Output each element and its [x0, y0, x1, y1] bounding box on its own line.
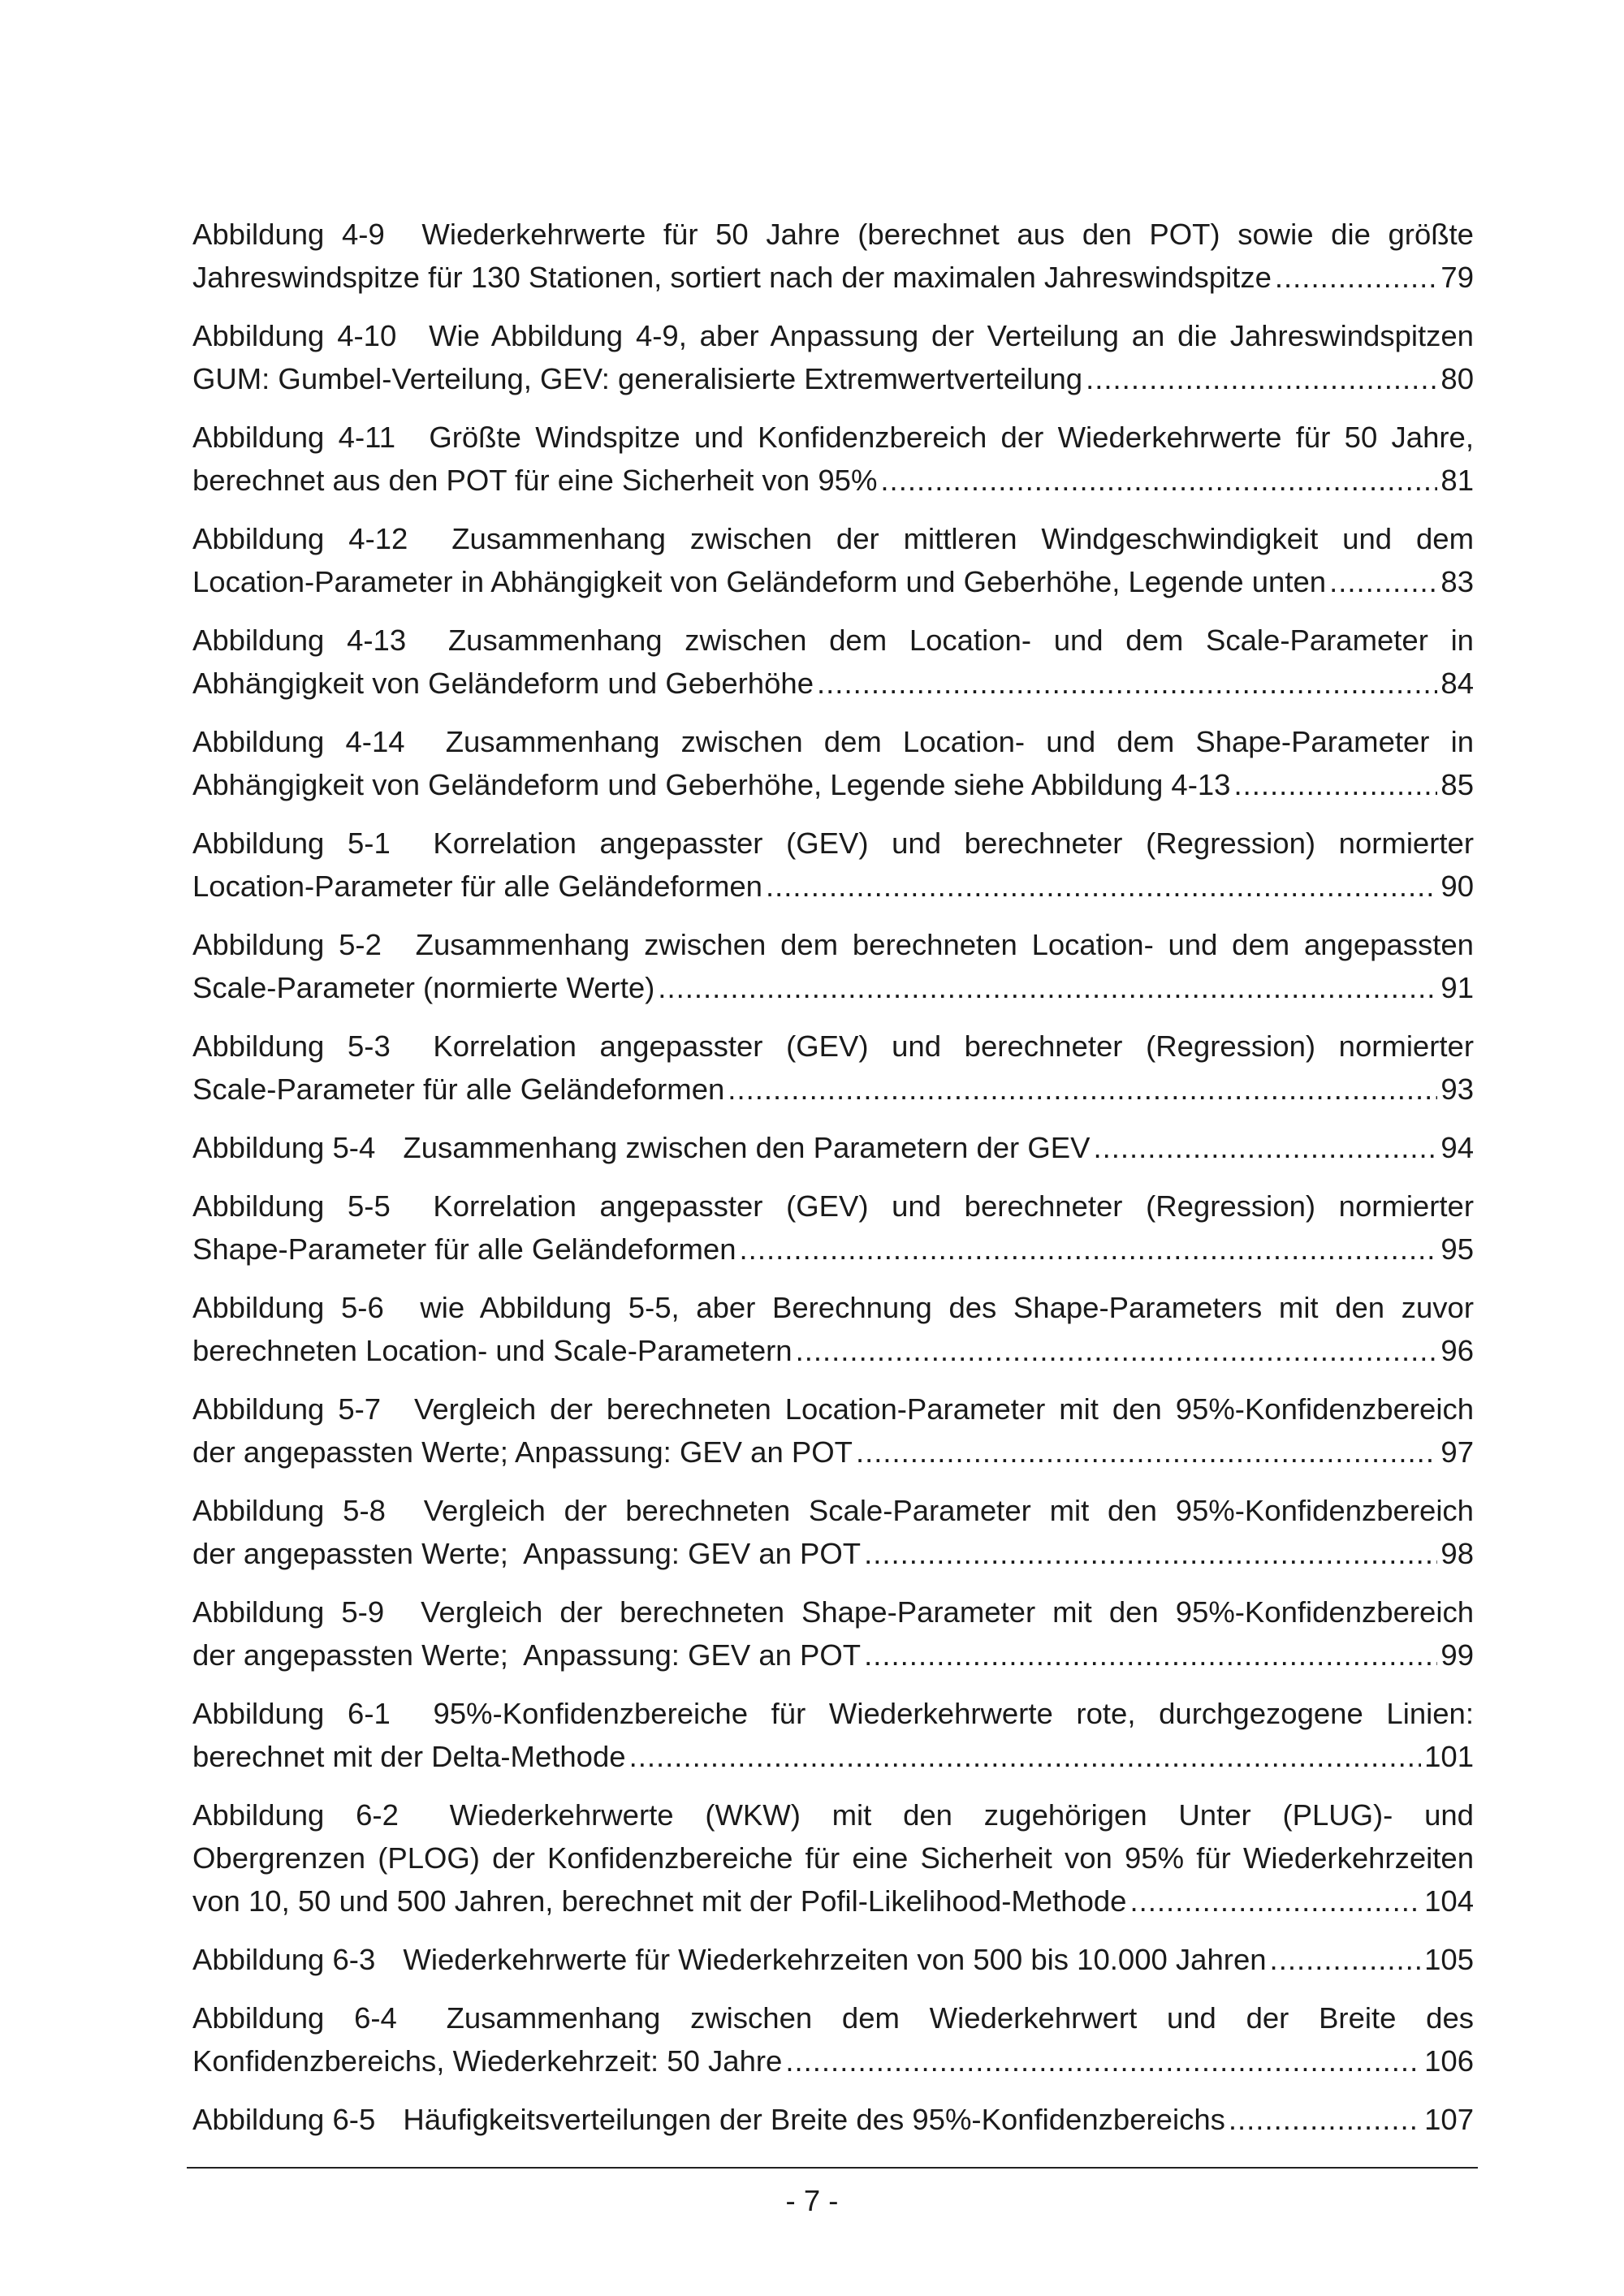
figure-label: Abbildung 6-5: [192, 2103, 376, 2136]
entry-title-line: Zusammenhang zwischen dem Location- und dem Shape-Parameter in: [445, 725, 1474, 758]
page-reference: 104: [1424, 1884, 1474, 1918]
figure-label: Abbildung 5-3: [192, 1029, 391, 1063]
toc-entry[interactable]: [192, 1025, 1474, 1111]
entry-title-line: Häufigkeitsverteilungen der Breite des 95%-Konfidenzbereichs: [403, 2103, 1225, 2136]
page-reference: 97: [1440, 1435, 1474, 1469]
dot-leader: [629, 1735, 1422, 1778]
figure-label: Abbildung 4-14: [192, 725, 405, 758]
page-reference: 81: [1440, 464, 1474, 497]
dot-leader: [740, 1228, 1438, 1271]
toc-entry[interactable]: [192, 1126, 1474, 1169]
entry-title-line: Korrelation angepasster (GEV) und berechneter (Regression) normierter: [433, 1189, 1474, 1223]
entry-title-line: Obergrenzen (PLOG) der Konfidenzbereiche für eine Sicherheit von 95% für Wiederkehrzeiten: [192, 1841, 1474, 1875]
toc-entry[interactable]: [192, 1489, 1474, 1575]
entry-title-line: Korrelation angepasster (GEV) und berechneter (Regression) normierter: [433, 1029, 1474, 1063]
entry-title-line: Location-Parameter in Abhängigkeit von Geländeform und Geberhöhe, Legende unten: [192, 565, 1327, 598]
page-reference: 83: [1440, 565, 1474, 598]
toc-entry[interactable]: [192, 1185, 1474, 1271]
toc-entry[interactable]: [192, 923, 1474, 1009]
page-reference: 98: [1440, 1537, 1474, 1570]
page-reference: 80: [1440, 362, 1474, 395]
dot-leader: [817, 662, 1437, 705]
page-reference: 94: [1440, 1131, 1474, 1164]
entry-title-line: der angepassten Werte; Anpassung: GEV an POT: [192, 1435, 853, 1469]
page-reference: 93: [1440, 1072, 1474, 1106]
page-reference: 101: [1424, 1740, 1474, 1773]
toc-entry[interactable]: [192, 1938, 1474, 1981]
figure-label: Abbildung 5-1: [192, 826, 391, 860]
page-reference: 107: [1424, 2103, 1474, 2136]
entry-title-line: wie Abbildung 5-5, aber Berechnung des Shape-Parameters mit den zuvor: [420, 1291, 1474, 1324]
figure-label: Abbildung 4-11: [192, 421, 396, 454]
footer-rule: [187, 2167, 1478, 2169]
entry-title-line: Abhängigkeit von Geländeform und Geberhöhe, Legende siehe Abbildung 4-13: [192, 768, 1231, 801]
toc-entry[interactable]: [192, 1590, 1474, 1677]
toc-entry[interactable]: [192, 1388, 1474, 1474]
entry-title-line: Shape-Parameter für alle Geländeformen: [192, 1232, 736, 1266]
entry-title-line: der angepassten Werte; Anpassung: GEV an POT: [192, 1537, 862, 1570]
figure-label: Abbildung 5-5: [192, 1189, 391, 1223]
toc-entry[interactable]: [192, 1692, 1474, 1778]
entry-title-line: berechneten Location- und Scale-Parametern: [192, 1334, 793, 1367]
entry-title-line: 95%-Konfidenzbereiche für Wiederkehrwerte rote, durchgezogene Linien:: [433, 1697, 1474, 1730]
dot-leader: [766, 865, 1437, 908]
entry-title-line: Abhängigkeit von Geländeform und Geberhöhe: [192, 667, 814, 700]
toc-entry[interactable]: [192, 416, 1474, 502]
dot-leader: [1086, 357, 1437, 400]
entry-title-line: Vergleich der berechneten Scale-Parameter mit den 95%-Konfidenzbereich: [423, 1494, 1474, 1527]
dot-leader: [1329, 560, 1437, 603]
toc-entry[interactable]: [192, 619, 1474, 705]
entry-title-line: Location-Parameter für alle Geländeformen: [192, 870, 762, 903]
figure-label: Abbildung 4-13: [192, 624, 407, 657]
entry-title-line: Zusammenhang zwischen den Parametern der GEV: [403, 1131, 1091, 1164]
figure-label: Abbildung 6-2: [192, 1798, 399, 1832]
figure-label: Abbildung 6-1: [192, 1697, 391, 1730]
entry-title-line: Scale-Parameter (normierte Werte): [192, 971, 655, 1004]
dot-leader: [880, 459, 1437, 502]
figure-label: Abbildung 4-10: [192, 319, 397, 352]
figure-label: Abbildung 6-3: [192, 1943, 376, 1976]
entry-title-line: Wiederkehrwerte für Wiederkehrzeiten von 500 bis 10.000 Jahren: [403, 1943, 1267, 1976]
toc-entry[interactable]: [192, 1286, 1474, 1372]
entry-title-line: Vergleich der berechneten Shape-Parameter mit den 95%-Konfidenzbereich: [421, 1595, 1474, 1629]
figure-label: Abbildung 5-2: [192, 928, 382, 961]
toc-entry[interactable]: [192, 720, 1474, 806]
figure-label: Abbildung 6-4: [192, 2001, 397, 2035]
page-reference: 91: [1440, 971, 1474, 1004]
page-reference: 106: [1424, 2044, 1474, 2078]
figure-label: Abbildung 5-8: [192, 1494, 386, 1527]
entry-title-line: Zusammenhang zwischen der mittleren Windgeschwindigkeit und dem: [451, 522, 1474, 555]
entry-title-line: Scale-Parameter für alle Geländeformen: [192, 1072, 725, 1106]
dot-leader: [1233, 763, 1437, 806]
dot-leader: [728, 1068, 1437, 1111]
toc-entry[interactable]: [192, 1793, 1474, 1923]
entry-title-line: berechnet aus den POT für eine Sicherheit von 95%: [192, 464, 878, 497]
toc-entry[interactable]: [192, 517, 1474, 603]
entry-title-line: Zusammenhang zwischen dem Wiederkehrwert und der Breite des: [446, 2001, 1474, 2035]
dot-leader: [864, 1634, 1437, 1677]
entry-title-line: Wiederkehrwerte für 50 Jahre (berechnet aus den POT) sowie die größte: [421, 218, 1474, 251]
entry-title-line: Jahreswindspitze für 130 Stationen, sortiert nach der maximalen Jahreswindspitze: [192, 261, 1272, 294]
page-number: - 7 -: [785, 2184, 839, 2217]
figure-label: Abbildung 4-12: [192, 522, 408, 555]
list-of-figures: [192, 213, 1474, 2156]
entry-title-line: Vergleich der berechneten Location-Parameter mit den 95%-Konfidenzbereich: [414, 1392, 1474, 1426]
page-reference: 95: [1440, 1232, 1474, 1266]
dot-leader: [1129, 1880, 1421, 1923]
page-reference: 99: [1440, 1638, 1474, 1672]
entry-title-line: Zusammenhang zwischen dem Location- und dem Scale-Parameter in: [447, 624, 1474, 657]
toc-entry[interactable]: [192, 1996, 1474, 2082]
page-reference: 96: [1440, 1334, 1474, 1367]
page-reference: 85: [1440, 768, 1474, 801]
dot-leader: [864, 1532, 1437, 1575]
page-reference: 79: [1440, 261, 1474, 294]
entry-title-line: von 10, 50 und 500 Jahren, berechnet mit der Pofil-Likelihood-Methode: [192, 1884, 1127, 1918]
dot-leader: [785, 2039, 1421, 2082]
entry-title-line: Größte Windspitze und Konfidenzbereich der Wiederkehrwerte für 50 Jahre,: [429, 421, 1474, 454]
entry-title-line: GUM: Gumbel-Verteilung, GEV: generalisierte Extremwertverteilung: [192, 362, 1083, 395]
dot-leader: [1275, 256, 1438, 299]
entry-title-line: Konfidenzbereichs, Wiederkehrzeit: 50 Jahre: [192, 2044, 783, 2078]
toc-entry[interactable]: [192, 822, 1474, 908]
entry-title-line: berechnet mit der Delta-Methode: [192, 1740, 626, 1773]
figure-label: Abbildung 4-9: [192, 218, 385, 251]
page-reference: 105: [1424, 1943, 1474, 1976]
entry-title-line: der angepassten Werte; Anpassung: GEV an POT: [192, 1638, 862, 1672]
figure-label: Abbildung 5-7: [192, 1392, 382, 1426]
page-reference: 84: [1440, 667, 1474, 700]
figure-label: Abbildung 5-9: [192, 1595, 385, 1629]
figure-label: Abbildung 5-4: [192, 1131, 376, 1164]
dot-leader: [856, 1431, 1437, 1474]
toc-entry[interactable]: [192, 314, 1474, 400]
page-reference: 90: [1440, 870, 1474, 903]
entry-title-line: Wie Abbildung 4-9, aber Anpassung der Verteilung an die Jahreswindspitzen: [429, 319, 1474, 352]
toc-entry[interactable]: [192, 2098, 1474, 2141]
dot-leader: [796, 1329, 1438, 1372]
dot-leader: [658, 966, 1437, 1009]
entry-title-line: Korrelation angepasster (GEV) und berechneter (Regression) normierter: [433, 826, 1474, 860]
toc-entry[interactable]: [192, 213, 1474, 299]
dot-leader: [1270, 1938, 1422, 1981]
entry-title-line: Zusammenhang zwischen dem berechneten Location- und dem angepassten: [415, 928, 1474, 961]
dot-leader: [1229, 2098, 1421, 2141]
figure-label: Abbildung 5-6: [192, 1291, 384, 1324]
entry-title-line: Wiederkehrwerte (WKW) mit den zugehörigen Unter (PLUG)- und: [449, 1798, 1474, 1832]
dot-leader: [1093, 1126, 1437, 1169]
